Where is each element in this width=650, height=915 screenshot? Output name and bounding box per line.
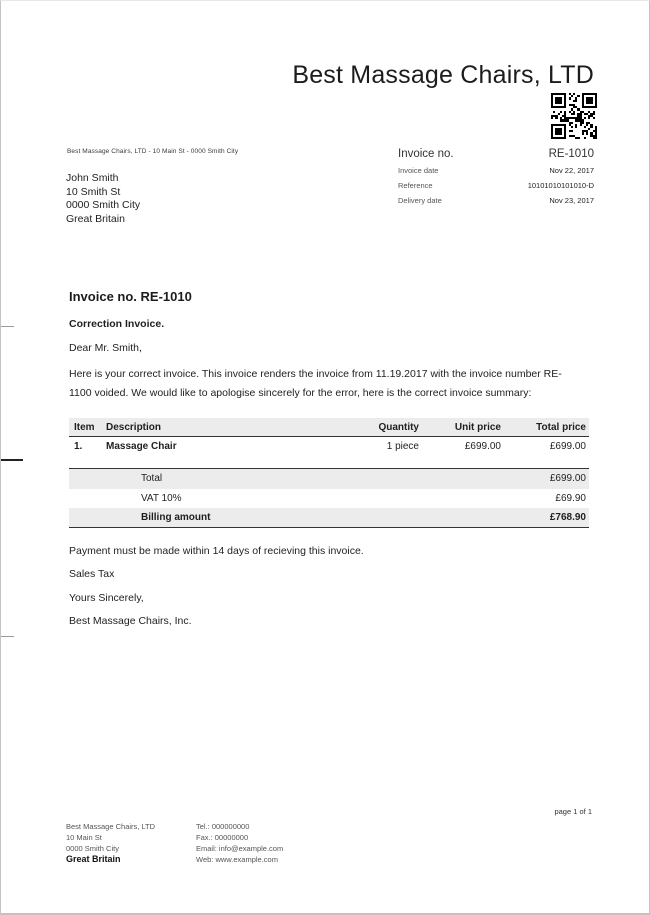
invoice-no-value: RE-1010 xyxy=(548,148,594,160)
cell-total-price: £699.00 xyxy=(549,441,586,452)
footer-city: 0000 Smith City xyxy=(66,844,119,853)
invoice-date-label: Invoice date xyxy=(398,166,439,175)
footer-company: Best Massage Chairs, LTD xyxy=(66,822,156,831)
invoice-table xyxy=(69,418,589,528)
page-number: page 1 of 1 xyxy=(554,807,592,816)
recipient-city: 0000 Smith City xyxy=(66,199,141,211)
meta-row-delivery-date xyxy=(398,196,594,205)
sign-off: Yours Sincerely, xyxy=(69,591,144,604)
recipient-address xyxy=(66,172,140,226)
invoice-no-label: Invoice no. xyxy=(398,148,454,160)
reference-label: Reference xyxy=(398,181,433,190)
recipient-street: 10 Smith St xyxy=(66,185,121,198)
letter-subject: Correction Invoice. xyxy=(69,318,165,330)
footer-street: 10 Main St xyxy=(66,833,102,842)
table-header-row xyxy=(69,418,589,437)
invoice-date-value: Nov 22, 2017 xyxy=(549,166,594,175)
qr-finder-top-left xyxy=(551,93,566,108)
table-summary xyxy=(69,468,589,528)
closing-block xyxy=(69,546,589,628)
col-header-item: Item xyxy=(74,421,95,433)
letter-intro: Here is your correct invoice. This invoice renders the invoice from 11.19.2017 with the invoice number RE-1100 voided. We would like to apologise sincerely for the error, here is the correct invoice summary: xyxy=(69,368,562,399)
qr-finder-bottom-left xyxy=(551,124,566,139)
col-header-quantity: Quantity xyxy=(378,421,419,433)
footer-contact xyxy=(196,821,283,865)
footer-email: Email: info@example.com xyxy=(196,844,284,853)
col-header-description: Description xyxy=(106,421,162,433)
footer-country: Great Britain xyxy=(66,854,121,864)
summary-vat-value: £69.90 xyxy=(555,492,586,504)
summary-total-value: £699.00 xyxy=(549,473,586,485)
footer-fax: Fax.: 00000000 xyxy=(196,833,249,842)
col-header-total-price: Total price xyxy=(536,421,586,433)
col-header-unit-price: Unit price xyxy=(454,421,501,433)
cell-description: Massage Chair xyxy=(106,441,177,452)
summary-vat-label: VAT 10% xyxy=(141,492,182,504)
meta-row-invoice-date xyxy=(398,166,594,175)
letter-heading: Invoice no. RE-1010 xyxy=(69,289,192,304)
summary-row-total xyxy=(69,469,589,489)
fold-mark-bottom xyxy=(1,636,14,637)
cell-unit-price: £699.00 xyxy=(464,441,501,452)
payment-terms: Payment must be made within 14 days of recieving this invoice. xyxy=(69,544,364,557)
sender-line: Best Massage Chairs, LTD - 10 Main St - 0000 Smith City xyxy=(67,148,239,155)
sales-tax-note: Sales Tax xyxy=(69,568,115,580)
signature-name: Best Massage Chairs, Inc. xyxy=(69,615,192,627)
footer-tel: Tel.: 000000000 xyxy=(196,822,250,831)
reference-value: 10101010101010-D xyxy=(527,181,594,190)
letter-body xyxy=(69,289,589,640)
cell-item-no: 1. xyxy=(74,441,83,452)
summary-row-vat xyxy=(69,489,589,509)
fold-mark-top xyxy=(1,326,14,327)
footer-address xyxy=(66,821,196,865)
fold-mark-center xyxy=(1,459,23,461)
cell-quantity: 1 piece xyxy=(386,441,419,452)
footer-web: Web: www.example.com xyxy=(196,855,278,864)
summary-billing-value: £768.90 xyxy=(549,511,586,523)
delivery-date-value: Nov 23, 2017 xyxy=(549,196,594,205)
recipient-name: John Smith xyxy=(66,172,119,184)
qr-finder-top-right xyxy=(582,93,597,108)
meta-row-reference xyxy=(398,181,594,190)
summary-billing-label: Billing amount xyxy=(141,511,211,523)
delivery-date-label: Delivery date xyxy=(398,196,442,205)
summary-row-billing-amount xyxy=(69,508,589,528)
company-title: Best Massage Chairs, LTD xyxy=(292,61,594,89)
qr-code-icon xyxy=(551,93,597,139)
invoice-meta xyxy=(398,148,594,211)
summary-total-label: Total xyxy=(141,473,163,485)
letter-salutation: Dear Mr. Smith, xyxy=(69,342,142,354)
table-row xyxy=(69,437,589,456)
footer xyxy=(66,821,283,865)
recipient-country: Great Britain xyxy=(66,212,125,225)
